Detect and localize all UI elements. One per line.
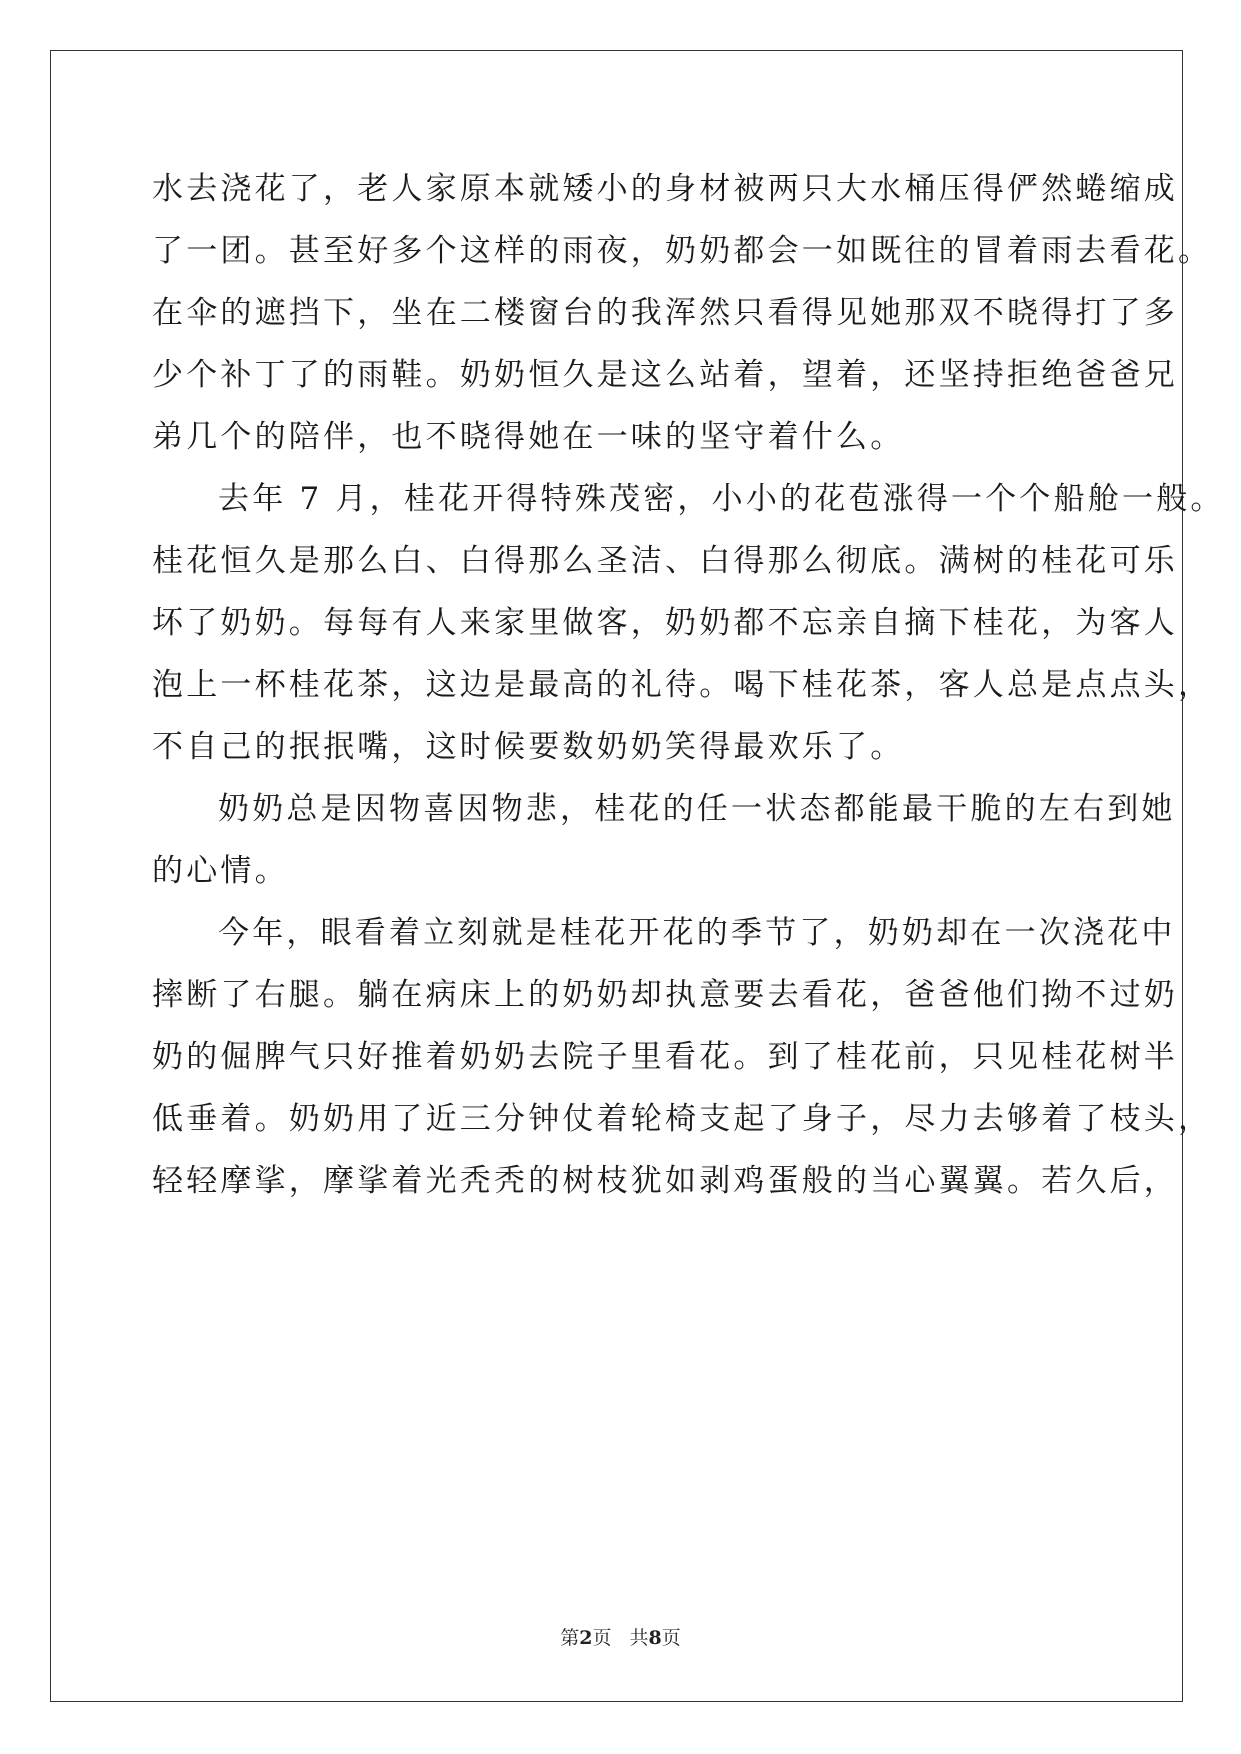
text-line: 了一团。甚至好多个这样的雨夜，奶奶都会一如既往的冒着雨去看花。 (152, 233, 1213, 269)
body-text (152, 158, 1225, 1212)
text-line: 水去浇花了，老人家原本就矮小的身材被两只大水桶压得俨然蜷缩成 (152, 171, 1178, 207)
page-total: 8 (648, 1627, 662, 1649)
text-line: 桂花恒久是那么白、白得那么圣洁、白得那么彻底。满树的桂花可乐 (152, 543, 1178, 579)
total-suffix: 页 (661, 1627, 681, 1649)
text-line: 奶奶总是因物喜因物悲，桂花的任一状态都能最干脆的左右到她 (218, 791, 1176, 827)
text-line: 轻轻摩挲，摩挲着光秃秃的树枝犹如剥鸡蛋般的当心翼翼。若久后， (152, 1163, 1178, 1199)
page-current: 2 (579, 1627, 593, 1649)
text-line: 在伞的遮挡下，坐在二楼窗台的我浑然只看得见她那双不晓得打了多 (152, 295, 1178, 331)
page-suffix: 页 (592, 1627, 612, 1649)
text-line: 不自己的抿抿嘴，这时候要数奶奶笑得最欢乐了。 (152, 729, 905, 765)
text-line: 坏了奶奶。每每有人来家里做客，奶奶都不忘亲自摘下桂花，为客人 (152, 605, 1178, 641)
page-prefix: 第 (560, 1627, 580, 1649)
text-line: 低垂着。奶奶用了近三分钟仗着轮椅支起了身子，尽力去够着了枝头， (152, 1101, 1213, 1137)
text-line: 奶的倔脾气只好推着奶奶去院子里看花。到了桂花前，只见桂花树半 (152, 1039, 1178, 1075)
text-line: 泡上一杯桂花茶，这边是最高的礼待。喝下桂花茶，客人总是点点头， (152, 667, 1213, 703)
total-prefix: 共 (629, 1627, 649, 1649)
text-line: 摔断了右腿。躺在病床上的奶奶却执意要去看花，爸爸他们拗不过奶 (152, 977, 1178, 1013)
text-line: 少个补丁了的雨鞋。奶奶恒久是这么站着，望着，还坚持拒绝爸爸兄 (152, 357, 1178, 393)
text-line: 今年，眼看着立刻就是桂花开花的季节了，奶奶却在一次浇花中 (218, 915, 1176, 951)
text-line: 去年 7 月，桂花开得特殊茂密，小小的花苞涨得一个个船舱一般。 (218, 481, 1225, 517)
text-line: 的心情。 (152, 853, 289, 889)
text-line: 弟几个的陪伴，也不晓得她在一味的坚守着什么。 (152, 419, 905, 455)
page-footer (0, 1626, 1241, 1650)
